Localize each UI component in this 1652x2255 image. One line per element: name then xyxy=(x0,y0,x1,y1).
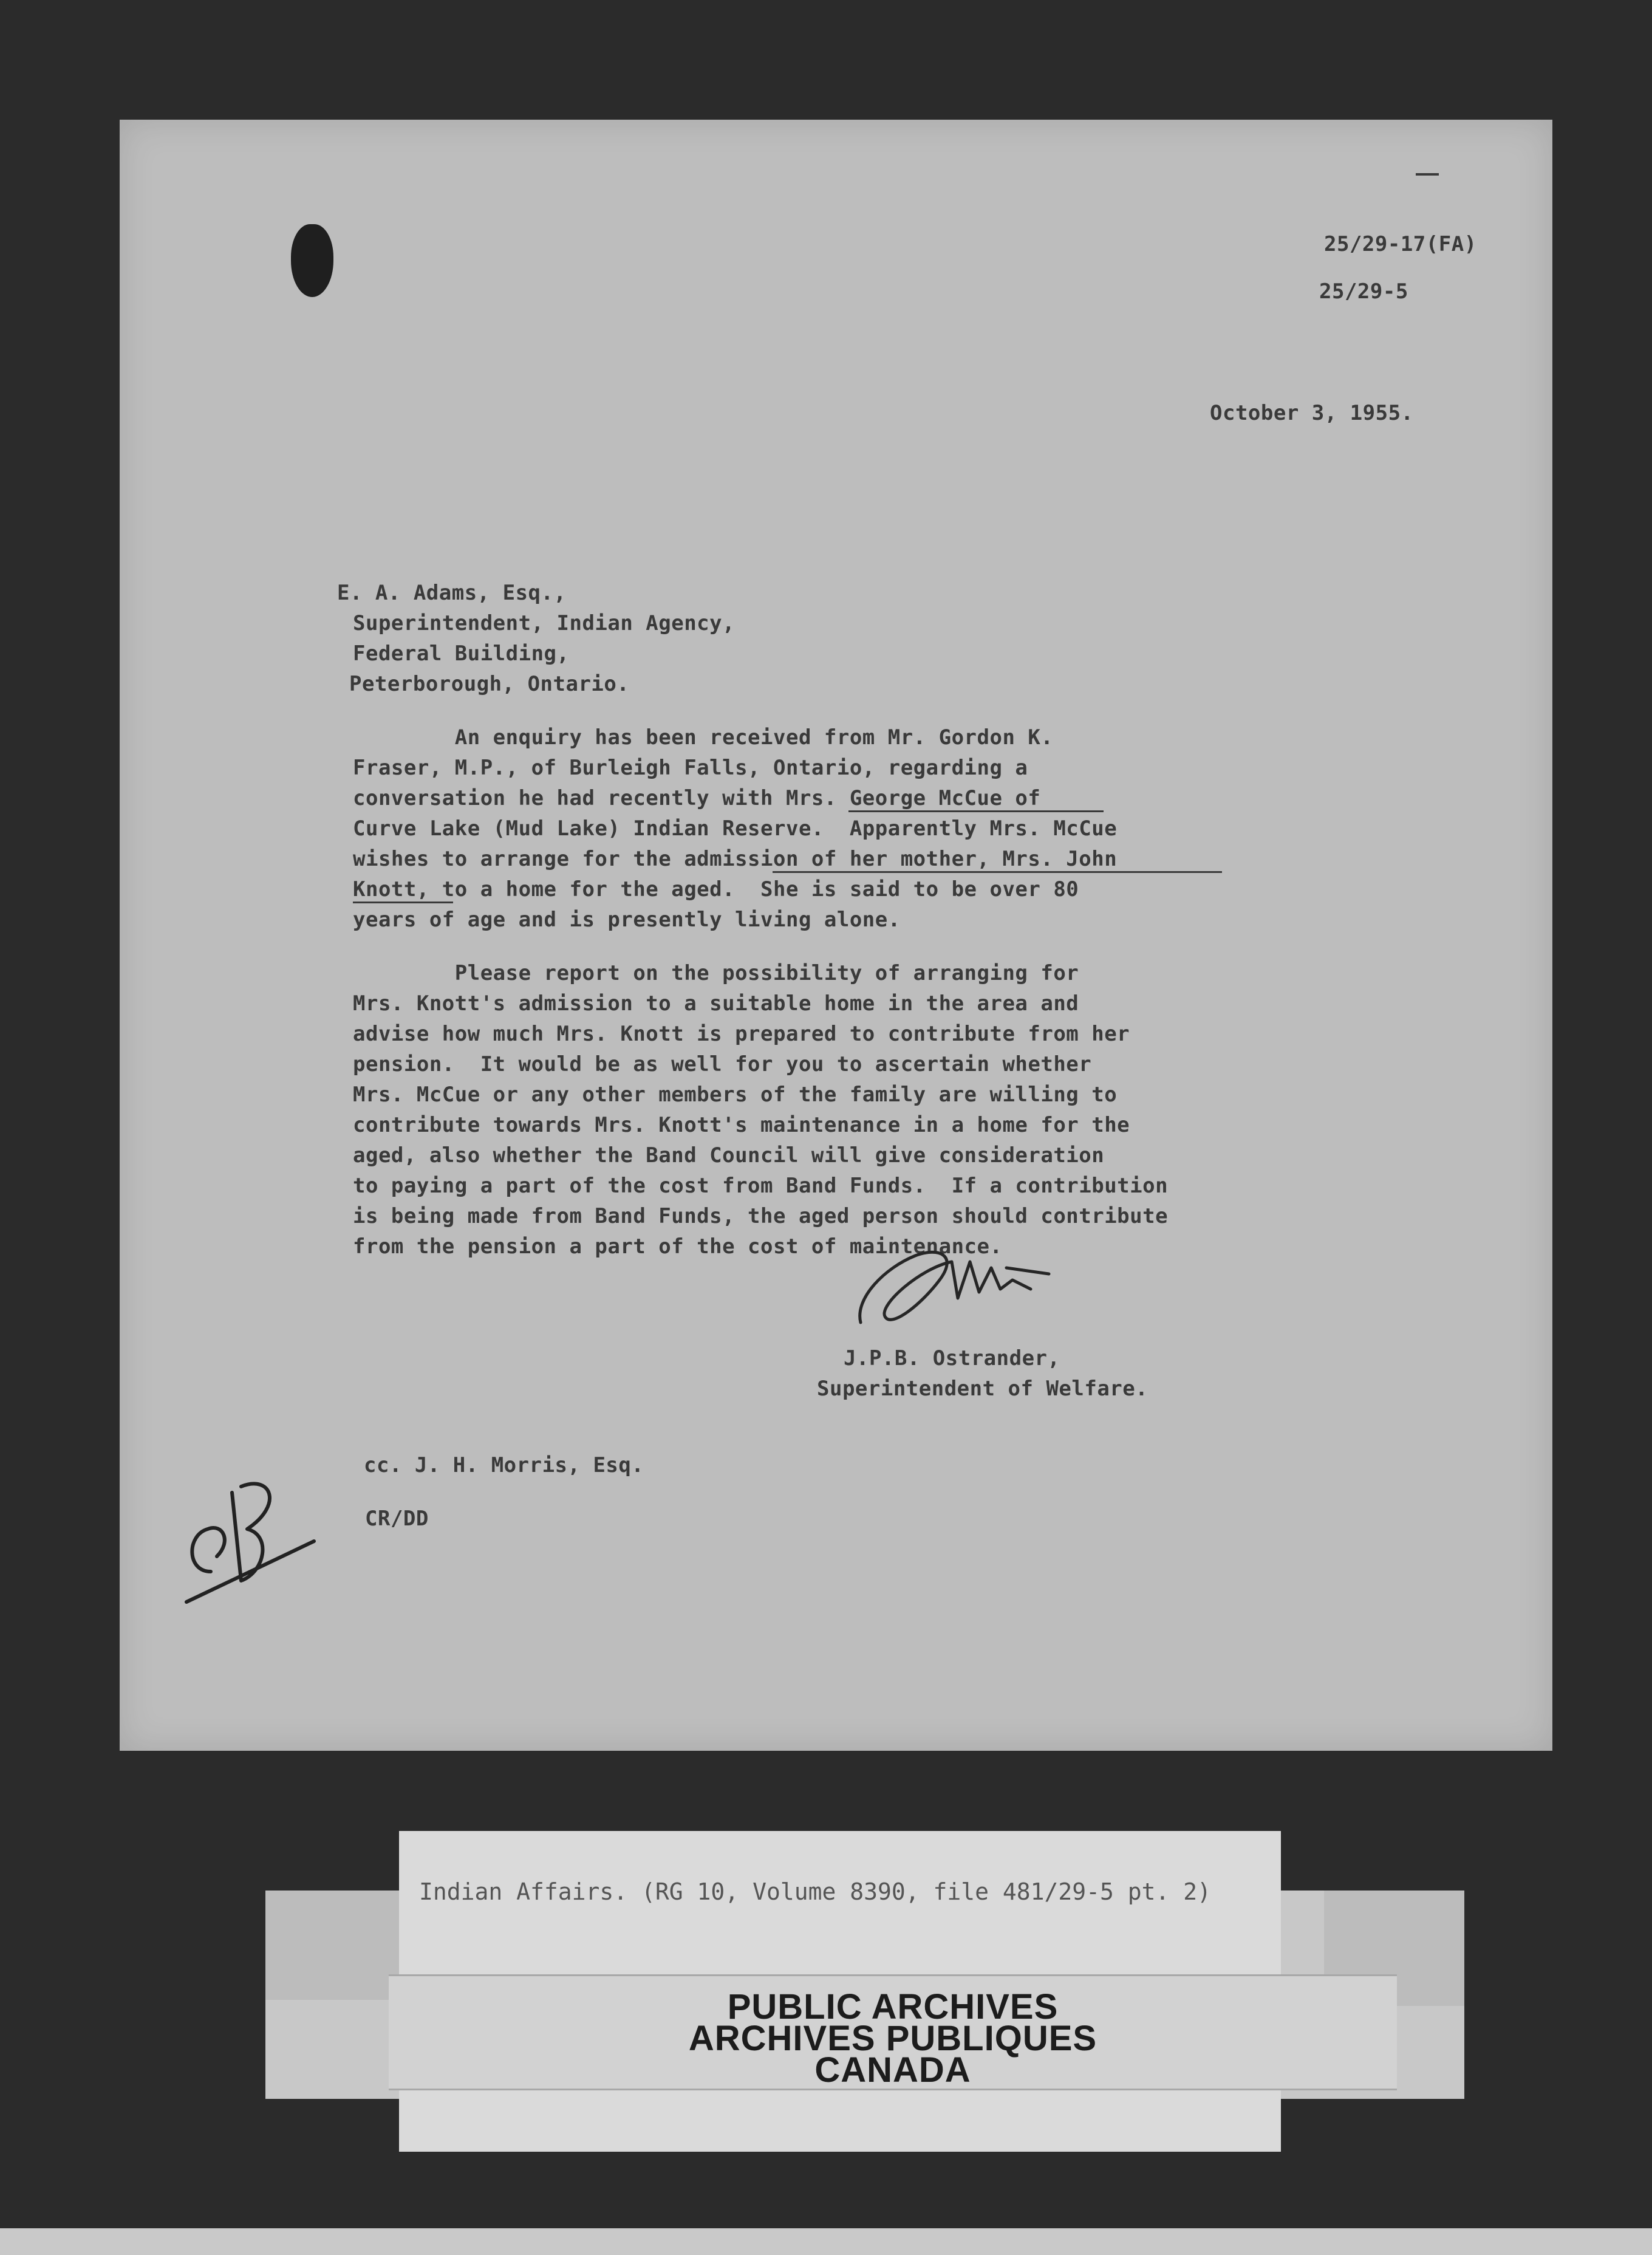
letter-date: October 3, 1955. xyxy=(1210,401,1414,425)
signatory-name: J.P.B. Ostrander, xyxy=(844,1346,1060,1370)
body-line: Curve Lake (Mud Lake) Indian Reserve. Apparently Mrs. McCue xyxy=(353,816,1118,841)
body-line: years of age and is presently living alone. xyxy=(353,908,901,932)
handwritten-initials xyxy=(174,1450,332,1620)
handwritten-signature xyxy=(848,1231,1079,1341)
body-line: advise how much Mrs. Knott is prepared to contribute from her xyxy=(353,1022,1130,1046)
archive-reference: Indian Affairs. (RG 10, Volume 8390, file 481/29-5 pt. 2) xyxy=(419,1878,1212,1905)
address-line: Superintendent, Indian Agency, xyxy=(353,611,736,635)
body-line: aged, also whether the Band Council will give consideration xyxy=(353,1143,1105,1168)
address-line: Peterborough, Ontario. xyxy=(349,672,630,696)
pen-mark xyxy=(1416,173,1439,176)
stamp-line: PUBLIC ARCHIVES xyxy=(727,1987,1059,2027)
body-line: wishes to arrange for the admission of her mother, Mrs. John xyxy=(353,847,1118,871)
label-tab xyxy=(265,1891,399,2000)
body-line: conversation he had recently with Mrs. George McCue of xyxy=(353,786,1041,810)
letter-sheet xyxy=(120,120,1552,1751)
underline xyxy=(773,871,1222,873)
ink-blot xyxy=(291,224,333,297)
body-line: to paying a part of the cost from Band Funds. If a contribution xyxy=(353,1174,1169,1198)
body-line: Fraser, M.P., of Burleigh Falls, Ontario, regarding a xyxy=(353,756,1028,780)
body-line: Knott, to a home for the aged. She is said to be over 80 xyxy=(353,877,1079,902)
typist-initials: CR/DD xyxy=(365,1507,429,1531)
address-line: Federal Building, xyxy=(353,642,570,666)
carbon-copy-line: cc. J. H. Morris, Esq. xyxy=(364,1453,644,1477)
body-line: Mrs. McCue or any other members of the family are willing to xyxy=(353,1083,1118,1107)
address-line: E. A. Adams, Esq., xyxy=(337,581,567,605)
body-line: Mrs. Knott's admission to a suitable home in the area and xyxy=(353,991,1079,1016)
body-line: contribute towards Mrs. Knott's maintenance in a home for the xyxy=(353,1113,1130,1137)
file-reference: 25/29-5 xyxy=(1319,279,1408,304)
body-line: pension. It would be as well for you to ascertain whether xyxy=(353,1052,1092,1076)
body-line: from the pension a part of the cost of maintenance. xyxy=(353,1234,1003,1259)
body-line: An enquiry has been received from Mr. Gordon K. xyxy=(353,725,1054,750)
stamp-line: ARCHIVES PUBLIQUES xyxy=(688,2019,1097,2058)
scan-edge xyxy=(0,2228,1652,2255)
body-line: Please report on the possibility of arranging for xyxy=(353,961,1079,985)
body-line: is being made from Band Funds, the aged person should contribute xyxy=(353,1204,1169,1228)
stamp-line: CANADA xyxy=(814,2050,971,2090)
underline xyxy=(353,902,453,903)
signatory-title: Superintendent of Welfare. xyxy=(817,1377,1149,1401)
underline xyxy=(848,810,1104,812)
file-reference: 25/29-17(FA) xyxy=(1324,232,1477,256)
